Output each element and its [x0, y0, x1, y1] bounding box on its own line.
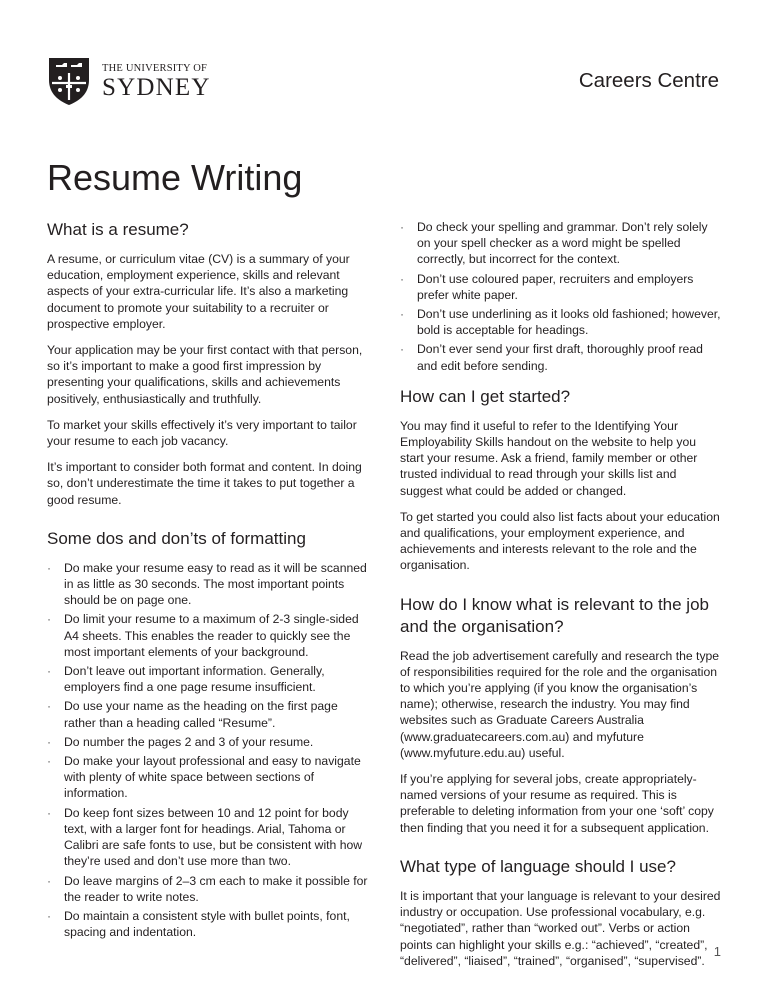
relevance-heading: How do I know what is relevant to the job and the organisation?	[400, 594, 709, 636]
list-item: · Do number the pages 2 and 3 of your resume.	[47, 734, 368, 750]
list-item: · Don’t ever send your first draft, thoroughly proof read and edit before sending.	[400, 341, 721, 373]
list-item: · Do limit your resume to a maximum of 2-3 single-sided A4 sheets. This enables the reader to quickly see the most important elements of your background.	[47, 611, 368, 660]
list-item: · Don’t use coloured paper, recruiters and employers prefer white paper.	[400, 271, 721, 303]
university-logo	[47, 56, 211, 106]
left-column	[47, 219, 368, 952]
paragraph: It’s important to consider both format and content. In doing so, don’t underestimate the time it takes to put together a good resume.	[47, 460, 362, 507]
language-heading: What type of language should I use?	[400, 856, 676, 876]
get-started-heading: How can I get started?	[400, 386, 571, 406]
list-item: · Do maintain a consistent style with bullet points, font, spacing and indentation.	[47, 908, 368, 940]
paragraph: It is important that your language is relevant to your desired industry or occupation. Use professional vocabulary, e.g. “negotiated”, rather than “worked out”. Verbs or action points can highlight your skills e.g.: “achieved”, “created”, “delivered”, “liaised”, “trained”, “organised”, “supervised”.	[400, 888, 721, 968]
paragraph: Your application may be your first contact with that person, so it’s important to make a good first impression by presenting your qualifications, skills and achievements positively, enthusiastically and truthfully.	[47, 343, 363, 406]
what-is-resume-heading: What is a resume?	[47, 220, 189, 239]
university-name-line2: SYDNEY	[102, 73, 211, 101]
list-item: · Do make your resume easy to read as it will be scanned in as little as 30 seconds. The most important points should be on page one.	[47, 560, 368, 609]
list-item: · Do use your name as the heading on the first page rather than a heading called “Resume”.	[47, 698, 368, 730]
university-crest-icon	[47, 56, 91, 106]
university-name-line1: THE UNIVERSITY OF	[102, 62, 208, 74]
right-column	[400, 219, 721, 979]
paragraph: A resume, or curriculum vitae (CV) is a summary of your education, employment experience, skills and relevant aspects of your extra-curricular life. It’s also a marketing document to promote your suitability to a recruiter or prospective employer.	[47, 252, 350, 331]
paragraph: To get started you could also list facts about your education and qualifications, your employment experience, and achievements and interests relevant to the role and the organisation.	[400, 509, 720, 573]
list-item: · Do make your layout professional and easy to navigate with plenty of white space between sections of information.	[47, 753, 368, 802]
page-number: 1	[713, 944, 721, 959]
list-item: · Do check your spelling and grammar. Don’t rely solely on your spell checker as a word might be spelled correctly, but incorrect for the context.	[400, 219, 721, 268]
list-item: · Don’t use underlining as it looks old fashioned; however, bold is acceptable for headings.	[400, 306, 721, 338]
dos-and-donts-list-continued	[400, 219, 721, 374]
university-wordmark	[102, 63, 211, 100]
careers-centre-label: Careers Centre	[578, 69, 719, 92]
list-item: · Do keep font sizes between 10 and 12 point for body text, with a larger font for headings. Arial, Tahoma or Calibri are safe fonts to use, but be consistent with how they’re used and don’t use more than two.	[47, 805, 368, 870]
paragraph: If you’re applying for several jobs, create appropriately-named versions of your resume as required. This is preferable to deleting information from your one ‘soft’ copy then finding that you need it for a subsequent application.	[400, 772, 714, 835]
dos-and-donts-list	[47, 560, 368, 940]
page-title: Resume Writing	[47, 157, 303, 198]
paragraph: You may find it useful to refer to the Identifying Your Employability Skills handout on the website to help you start your resume. Ask a friend, family member or other trusted individual to read through your skills list and suggest what could be added or changed.	[400, 418, 698, 498]
paragraph: To market your skills effectively it’s very important to tailor your resume to each job vacancy.	[47, 417, 357, 449]
list-item: · Do leave margins of 2–3 cm each to make it possible for the reader to write notes.	[47, 873, 368, 905]
paragraph: Read the job advertisement carefully and research the type of responsibilities required for the role and the organisation to which you’re applying (if you know the organisation’s name); otherwise, research the industry. You may find websites such as Graduate Careers Australia (www.graduatecareers.com.au) and myfuture (www.myfuture.edu.au) useful.	[400, 648, 720, 760]
dos-and-donts-heading: Some dos and don’ts of formatting	[47, 528, 306, 548]
list-item: · Don’t leave out important information. Generally, employers find a one page resume insufficient.	[47, 663, 368, 695]
